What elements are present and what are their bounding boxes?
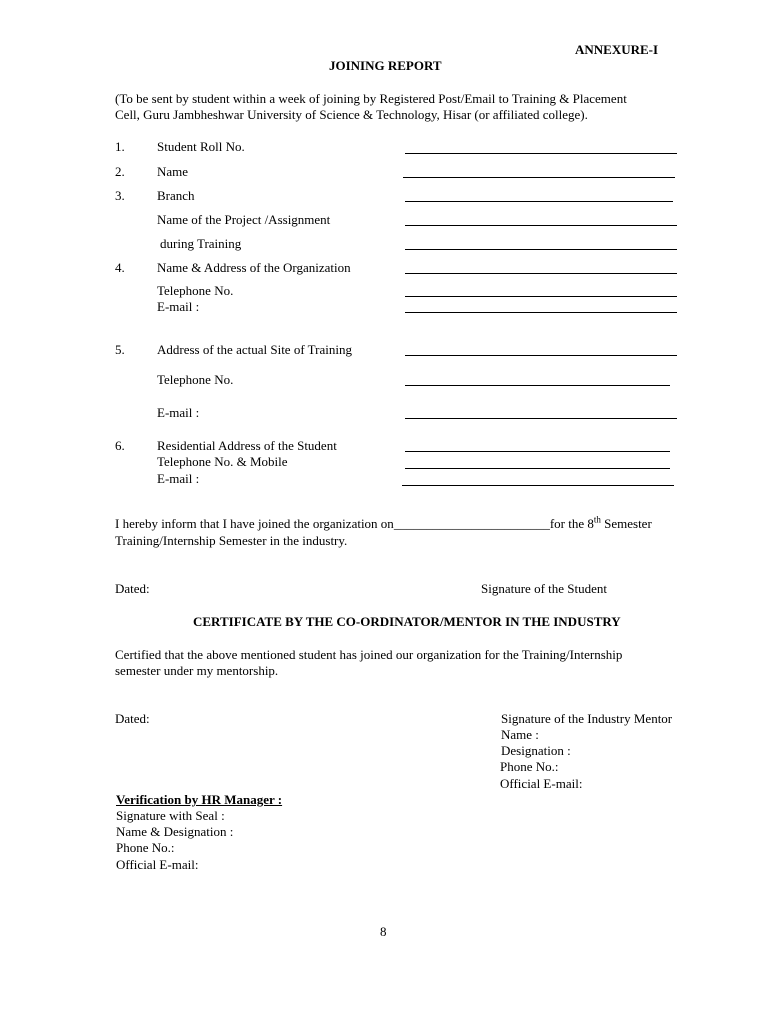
site-email-label: E-mail : [157,405,200,420]
project-label-2: during Training [160,236,242,251]
site-label: Address of the actual Site of Training [157,342,352,357]
item-number-6: 6. [115,438,125,453]
item-number-1: 1. [115,139,125,154]
mentor-phone-label: Phone No.: [500,759,559,774]
branch-blank[interactable] [405,201,673,202]
item-number-5: 5. [115,342,125,357]
inform-text-2: for the 8 [549,516,594,531]
intro-line-1: (To be sent by student within a week of joining by Registered Post/Email to Training & Placement [115,91,627,106]
org-blank[interactable] [405,273,677,274]
certificate-line-2: semester under my mentorship. [115,663,279,678]
dated-label-1: Dated: [115,581,150,596]
inform-superscript: th [593,514,601,525]
inform-line-2: Training/Internship Semester in the industry. [115,533,348,548]
project-blank-2[interactable] [405,249,677,250]
mentor-email-label: Official E-mail: [500,776,583,791]
roll-no-label: Student Roll No. [157,139,245,154]
org-label: Name & Address of the Organization [157,260,351,275]
residential-telephone-blank[interactable] [405,468,670,469]
site-email-blank[interactable] [405,418,677,419]
student-signature-label: Signature of the Student [481,581,608,596]
dated-label-2: Dated: [115,711,150,726]
hr-email-label: Official E-mail: [116,857,199,872]
mentor-designation-label: Designation : [501,743,571,758]
inform-line-1 [115,516,652,532]
residential-email-label: E-mail : [157,471,200,486]
inform-text-3: Semester [600,516,652,531]
site-telephone-label: Telephone No. [157,372,234,387]
certificate-line-1: Certified that the above mentioned student has joined our organization for the Training/Internship [115,647,623,662]
page-title: JOINING REPORT [329,58,442,73]
project-blank-1[interactable] [405,225,677,226]
org-email-blank[interactable] [405,312,677,313]
hr-heading: Verification by HR Manager : [116,792,283,807]
hr-seal-label: Signature with Seal : [116,808,225,823]
org-telephone-blank[interactable] [405,296,677,297]
certificate-title: CERTIFICATE BY THE CO-ORDINATOR/MENTOR IN THE INDUSTRY [193,614,621,629]
inform-text-1: I hereby inform that I have joined the organization on [115,516,394,531]
join-date-blank[interactable]: ________________________ [393,516,550,531]
branch-label: Branch [157,188,195,203]
org-email-label: E-mail : [157,299,200,314]
residential-telephone-label: Telephone No. & Mobile [157,454,288,469]
item-number-3: 3. [115,188,125,203]
hr-name-label: Name & Designation : [116,824,234,839]
item-number-2: 2. [115,164,125,179]
item-number-4: 4. [115,260,125,275]
annexure-label: ANNEXURE-I [575,42,659,57]
site-telephone-blank[interactable] [405,385,670,386]
project-label-1: Name of the Project /Assignment [157,212,331,227]
roll-no-blank[interactable] [405,153,677,154]
residential-email-blank[interactable] [402,485,674,486]
residential-blank[interactable] [405,451,670,452]
site-blank[interactable] [405,355,677,356]
hr-phone-label: Phone No.: [116,840,175,855]
mentor-signature-label: Signature of the Industry Mentor [501,711,673,726]
page-number: 8 [380,924,387,939]
name-label: Name [157,164,189,179]
residential-label: Residential Address of the Student [157,438,337,453]
mentor-name-label: Name : [501,727,539,742]
name-blank[interactable] [403,177,675,178]
org-telephone-label: Telephone No. [157,283,234,298]
intro-line-2: Cell, Guru Jambheshwar University of Science & Technology, Hisar (or affiliated college). [115,107,588,122]
